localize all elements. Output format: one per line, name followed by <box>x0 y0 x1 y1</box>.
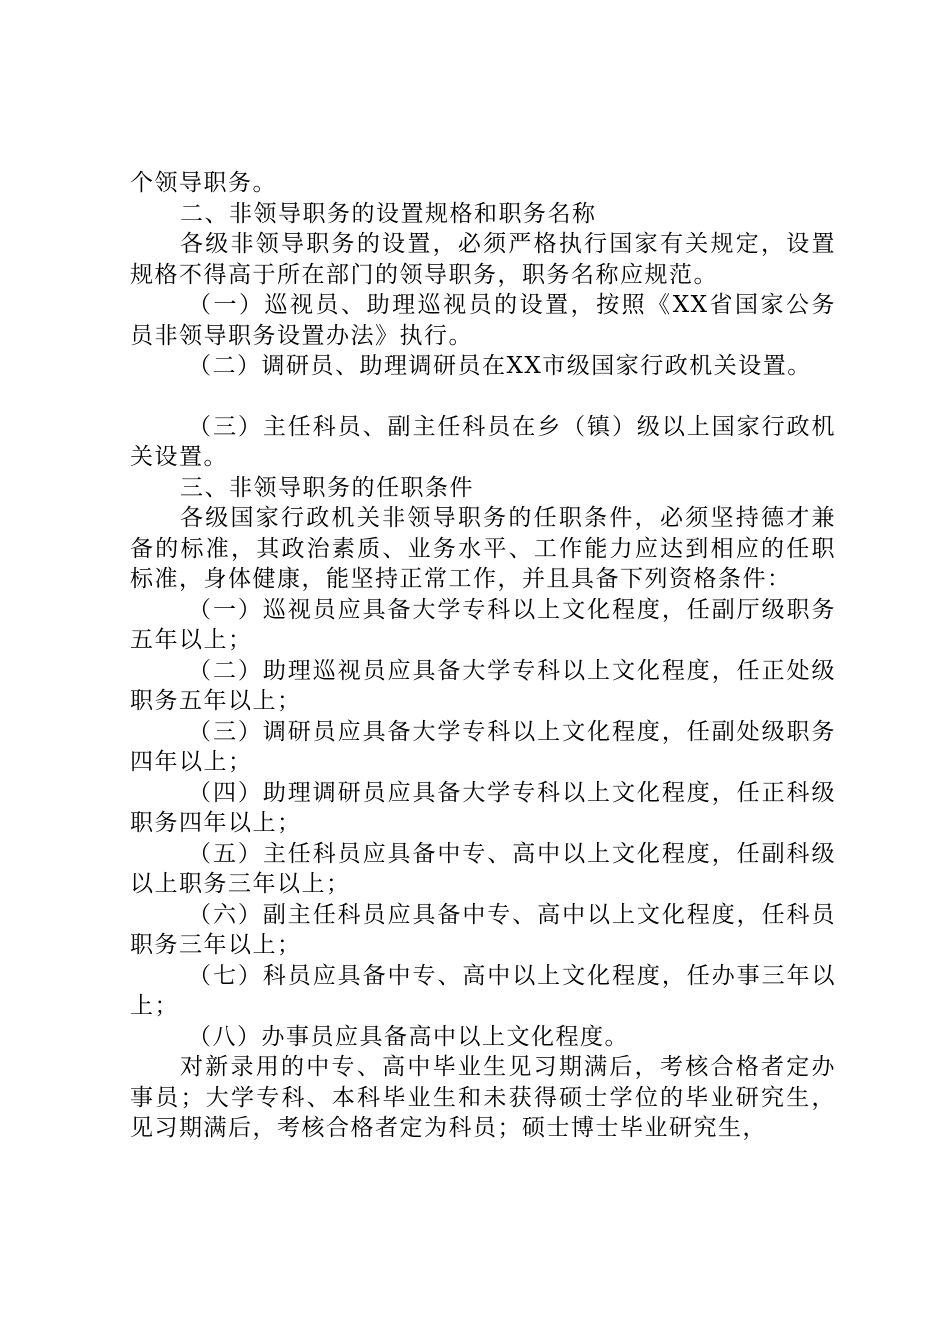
list-item: （三）主任科员、副主任科员在乡（镇）级以上国家行政机关设置。 <box>130 413 836 470</box>
list-item: （一）巡视员、助理巡视员的设置，按照《XX省国家公务员非领导职务设置办法》执行。 <box>130 292 836 349</box>
paragraph: 对新录用的中专、高中毕业生见习期满后，考核合格者定办事员；大学专科、本科毕业生和未获得硕士学位的毕业研究生，见习期满后，考核合格者定为科员；硕士博士毕业研究生， <box>130 1054 836 1141</box>
section-heading-2: 二、非领导职务的设置规格和职务名称 <box>180 200 597 227</box>
list-item: （六）副主任科员应具备中专、高中以上文化程度，任科员职务三年以上； <box>130 901 836 958</box>
document-body <box>130 168 836 1144</box>
list-item: （七）科员应具备中专、高中以上文化程度，任办事三年以上； <box>130 962 836 1019</box>
list-item: （三）调研员应具备大学专科以上文化程度，任副处级职务四年以上； <box>130 718 836 775</box>
paragraph: 各级非领导职务的设置，必须严格执行国家有关规定，设置规格不得高于所在部门的领导职务，职务名称应规范。 <box>130 231 836 288</box>
paragraph: 各级国家行政机关非领导职务的任职条件，必须坚持德才兼备的标准，其政治素质、业务水平、工作能力应达到相应的任职标准，身体健康，能坚持正常工作，并且具备下列资格条件： <box>130 505 836 592</box>
paragraph-continuation: 个领导职务。 <box>130 170 277 196</box>
list-item: （八）办事员应具备高中以上文化程度。 <box>188 1023 629 1050</box>
spacer <box>130 382 836 412</box>
list-item: （二）调研员、助理调研员在XX市级国家行政机关设置。 <box>188 353 812 379</box>
list-item: （四）助理调研员应具备大学专科以上文化程度，任正科级职务四年以上； <box>130 779 836 836</box>
list-item: （五）主任科员应具备中专、高中以上文化程度，任副科级以上职务三年以上； <box>130 840 836 897</box>
section-heading-3: 三、非领导职务的任职条件 <box>180 474 474 501</box>
list-item: （一）巡视员应具备大学专科以上文化程度，任副厅级职务五年以上； <box>130 596 836 653</box>
list-item: （二）助理巡视员应具备大学专科以上文化程度，任正处级职务五年以上； <box>130 657 836 714</box>
